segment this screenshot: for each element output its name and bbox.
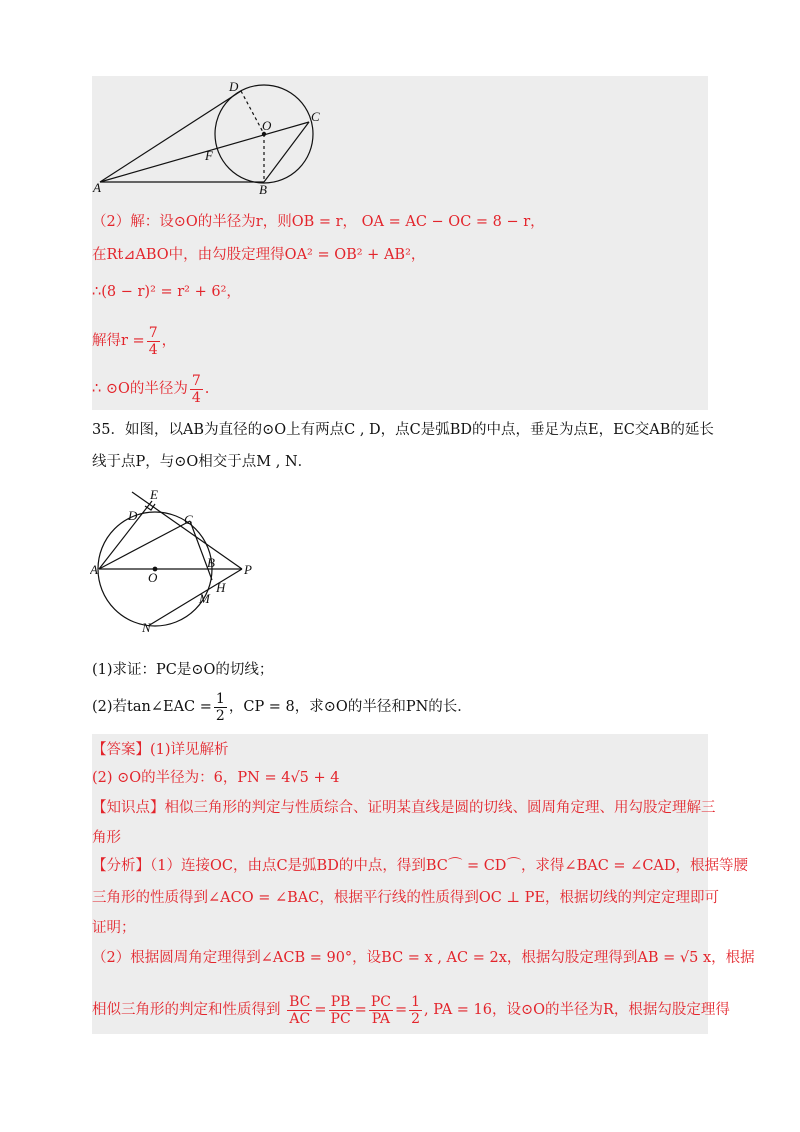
top-geometry-figure bbox=[92, 76, 708, 201]
label-o-35: O bbox=[148, 570, 158, 585]
analysis-line-3: 证明； bbox=[92, 920, 136, 936]
fraction-bc-ac: $\frac{BC}{AC}$ bbox=[289, 993, 311, 1027]
segment-do-dashed bbox=[241, 91, 264, 134]
analysis-line-2: 三角形的性质得到∠ACO = ∠BAC，根据平行线的性质得到OC ⊥ PE，根据切线的判定定理即可 bbox=[92, 890, 720, 906]
solution-panel bbox=[92, 76, 708, 410]
label-p-35: P bbox=[244, 562, 252, 577]
question-2: (2)若tan∠EAC = $\frac{1}{2}$ ，CP = 8，求⊙O的半径和PN的长． bbox=[92, 690, 472, 724]
fraction-1-2: $\frac{1}{2}$ bbox=[215, 690, 225, 724]
label-d-35: D bbox=[128, 508, 138, 523]
solution-line-5-text: ∴ ⊙O的半径为 bbox=[92, 381, 188, 397]
answer-line-1: 【答案】(1)详见解析 bbox=[92, 742, 229, 758]
label-e-35: E bbox=[150, 488, 158, 502]
solution-line-4: 解得r = $\frac{7}{4}$ ， bbox=[92, 324, 177, 358]
analysis-line-5: 相似三角形的判定和性质得到 $\frac{BC}{AC}$ = $\frac{PB}{PC}$ = $\frac{PC}{PA}$ = $\frac{1}{2}$ , PA = 16，设⊙O的半径为R，根据勾股定理得 bbox=[92, 993, 730, 1027]
solution-line-3: ∴(8 − r)² = r² + 6²， bbox=[92, 284, 241, 300]
label-b-35: B bbox=[207, 555, 215, 570]
question-1: (1)求证：PC是⊙O的切线； bbox=[92, 662, 274, 678]
fraction-pc-pa: $\frac{PC}{PA}$ bbox=[370, 993, 391, 1027]
label-b: B bbox=[259, 182, 267, 197]
problem-35-line-2: 线于点P，与⊙O相交于点M , N． bbox=[92, 454, 313, 470]
solution-line-2: 在Rt⊿ABO中，由勾股定理得OA² = OB² + AB²， bbox=[92, 247, 426, 263]
solution-line-5: ∴ ⊙O的半径为 $\frac{7}{4}$ . bbox=[92, 372, 210, 406]
problem-35-line-1: 35．如图，以AB为直径的⊙O上有两点C , D，点C是弧BD的中点，垂足为点E，EC交AB的延长 bbox=[92, 422, 714, 438]
segment-ad bbox=[100, 91, 241, 182]
fraction-1-2-b: $\frac{1}{2}$ bbox=[411, 993, 421, 1027]
problem-35-figure bbox=[90, 488, 270, 638]
analysis-line-4: （2）根据圆周角定理得到∠ACB = 90°，设BC = x , AC = 2x，根据勾股定理得到AB = √5 x，根据 bbox=[92, 950, 755, 966]
answer-line-2: (2) ⊙O的半径为：6，PN = 4√5 + 4 bbox=[92, 770, 340, 786]
analysis-line-1: 【分析】（1）连接OC，由点C是弧BD的中点，得到BC⌒ = CD⌒，求得∠BAC = ∠CAD，根据等腰 bbox=[92, 858, 749, 874]
fraction-7-4: $\frac{7}{4}$ bbox=[148, 324, 158, 358]
label-d: D bbox=[229, 79, 239, 94]
label-c-35: C bbox=[184, 512, 193, 527]
label-a: A bbox=[93, 180, 101, 195]
label-c: C bbox=[311, 109, 320, 124]
knowledge-line-1: 【知识点】相似三角形的判定与性质综合、证明某直线是圆的切线、圆周角定理、用勾股定理解三 bbox=[92, 800, 716, 816]
fraction-pb-pc: $\frac{PB}{PC}$ bbox=[330, 993, 351, 1027]
label-a-35: A bbox=[90, 562, 98, 577]
label-m-35: M bbox=[199, 591, 210, 606]
label-h-35: H bbox=[216, 580, 226, 595]
solution-line-4-text: 解得r = bbox=[92, 333, 145, 349]
knowledge-line-2: 角形 bbox=[92, 830, 121, 846]
fraction-7-4-b: $\frac{7}{4}$ bbox=[191, 372, 201, 406]
line-ac bbox=[99, 521, 190, 569]
label-o: O bbox=[262, 118, 272, 133]
solution-line-1: （2）解：设⊙O的半径为r，则OB = r， OA = AC − OC = 8 − r， bbox=[92, 214, 545, 230]
line-ep bbox=[132, 492, 242, 569]
label-n-35: N bbox=[142, 620, 151, 635]
label-f: F bbox=[205, 148, 213, 163]
line-np bbox=[148, 569, 242, 626]
line-ae bbox=[99, 501, 152, 569]
